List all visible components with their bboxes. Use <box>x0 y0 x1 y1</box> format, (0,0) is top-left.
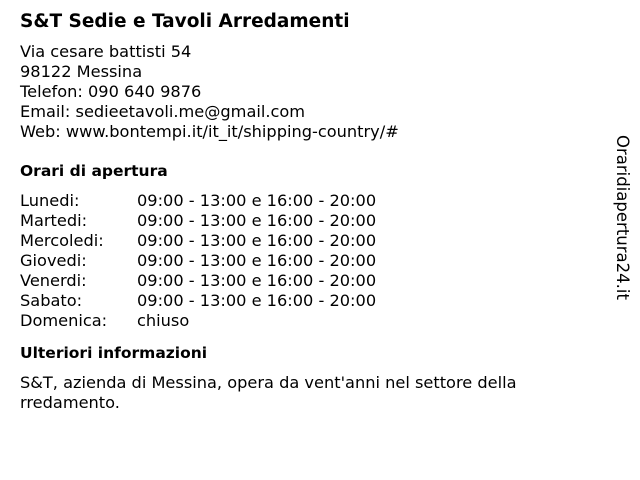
day-label: Sabato: <box>20 291 83 310</box>
business-name: S&T Sedie e Tavoli Arredamenti <box>20 11 350 32</box>
hours-row-sunday <box>20 311 590 331</box>
time-value: 09:00 - 13:00 e 16:00 - 20:00 <box>137 291 377 310</box>
hours-row-saturday <box>20 291 590 311</box>
time-value: 09:00 - 13:00 e 16:00 - 20:00 <box>137 251 377 270</box>
day-label: Martedi: <box>20 211 88 230</box>
time-value: 09:00 - 13:00 e 16:00 - 20:00 <box>137 191 377 210</box>
address-street: Via cesare battisti 54 <box>20 42 192 61</box>
address-city: 98122 Messina <box>20 62 143 81</box>
day-label: Venerdi: <box>20 271 87 290</box>
day-label: Lunedi: <box>20 191 80 210</box>
hours-row-tuesday <box>20 211 590 231</box>
time-value: 09:00 - 13:00 e 16:00 - 20:00 <box>137 211 377 230</box>
hours-row-monday <box>20 191 590 211</box>
hours-row-friday <box>20 271 590 291</box>
hours-row-thursday <box>20 251 590 271</box>
day-label: Giovedi: <box>20 251 87 270</box>
opening-hours-heading: Orari di apertura <box>20 162 168 180</box>
further-info-text: S&T, azienda di Messina, opera da vent'anni nel settore della rredamento. <box>20 373 517 412</box>
phone-line: Telefon: 090 640 9876 <box>20 82 202 101</box>
hours-row-wednesday <box>20 231 590 251</box>
time-value: 09:00 - 13:00 e 16:00 - 20:00 <box>137 271 377 290</box>
web-line: Web: www.bontempi.it/it_it/shipping-country/# <box>20 122 399 141</box>
email-line: Email: sedieetavoli.me@gmail.com <box>20 102 306 121</box>
site-brand-vertical: Oraridiapertura24.it <box>613 135 632 300</box>
day-label: Domenica: <box>20 311 108 330</box>
opening-hours-table <box>20 191 590 331</box>
time-value: chiuso <box>137 311 190 330</box>
business-card <box>20 9 590 413</box>
further-info-heading: Ulteriori informazioni <box>20 344 208 362</box>
contact-block <box>20 42 590 142</box>
day-label: Mercoledi: <box>20 231 104 250</box>
time-value: 09:00 - 13:00 e 16:00 - 20:00 <box>137 231 377 250</box>
